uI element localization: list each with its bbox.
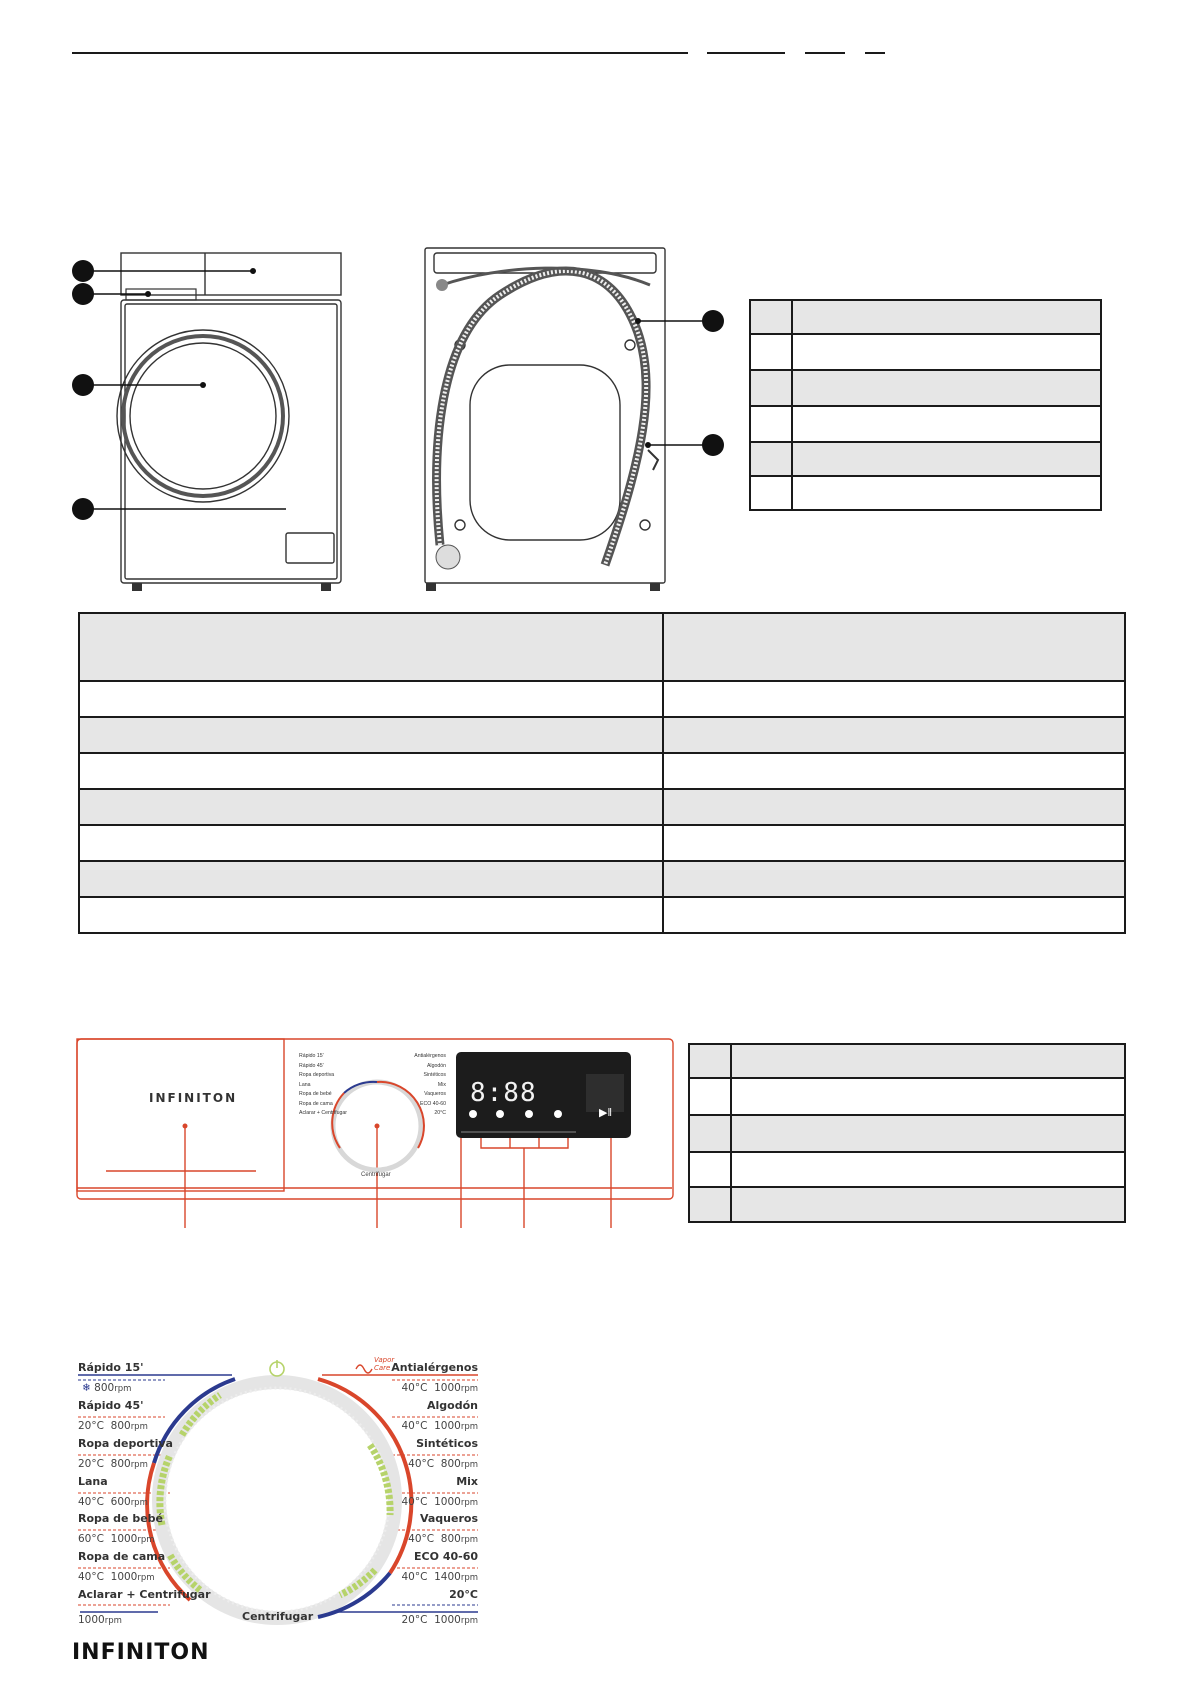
table-row [79, 825, 1125, 861]
dial-bottom-label: Centrifugar [242, 1610, 314, 1623]
program-spec-antialergenos: 40°C 1000rpm [401, 1382, 478, 1394]
program-label-20c: 20°C [449, 1588, 478, 1601]
program-spec-sinteticos: 40°C 800rpm [408, 1458, 478, 1470]
table-row [79, 753, 1125, 789]
program-spec-lana: 40°C 600rpm [78, 1496, 148, 1508]
header-rule-3 [805, 52, 845, 54]
table-row [689, 1187, 1125, 1222]
table-row [79, 613, 1125, 681]
play-pause-icon[interactable]: ▶‖ [599, 1107, 613, 1119]
program-spec-eco-40-60: 40°C 1400rpm [401, 1571, 478, 1583]
spec-table [78, 612, 1126, 934]
program-spec-ropa-deportiva: 20°C 800rpm [78, 1458, 148, 1470]
header-rule-2 [707, 52, 785, 54]
dial-label-small: Centrifugar [361, 1172, 391, 1178]
panel-brand-logo: INFINITON [149, 1091, 238, 1105]
parts-table [749, 299, 1102, 511]
table-row [750, 334, 1101, 370]
program-spec-20c: 20°C 1000rpm [401, 1614, 478, 1626]
program-label-eco-40-60: ECO 40-60 [414, 1550, 478, 1563]
program-label-ropa-deportiva: Ropa deportiva [78, 1437, 173, 1450]
table-row [79, 861, 1125, 897]
header-rule-main [72, 52, 688, 54]
table-row [750, 370, 1101, 406]
program-label-vaqueros: Vaqueros [419, 1512, 478, 1525]
program-label-ropa-cama: Ropa de cama [78, 1550, 166, 1563]
program-spec-rapido-45: 20°C 800rpm [78, 1420, 148, 1432]
table-row [79, 789, 1125, 825]
program-label-rapido-45: Rápido 45' [78, 1399, 144, 1412]
program-label-aclarar-centrifugar: Aclarar + Centrifugar [78, 1588, 211, 1601]
program-label-algodon: Algodón [427, 1399, 478, 1412]
program-spec-ropa-bebe: 60°C 1000rpm [78, 1533, 155, 1545]
table-row [689, 1078, 1125, 1115]
program-label-ropa-bebe: Ropa de bebé [78, 1512, 163, 1525]
program-label-sinteticos: Sintéticos [416, 1437, 478, 1450]
program-label-rapido-15: Rápido 15' [78, 1361, 144, 1374]
table-row [79, 897, 1125, 933]
vapor-care-label: Vapor Care [374, 1356, 395, 1372]
table-row [689, 1152, 1125, 1187]
panel-programs-left: Rápido 15' Rápido 45' Ropa deportiva Lana Ropa de bebé Ropa de cama Aclarar + Centrifugar [299, 1053, 348, 1116]
program-label-lana: Lana [78, 1475, 108, 1488]
controls-table [688, 1043, 1126, 1223]
washer-back-illustration [420, 245, 730, 595]
table-row [689, 1115, 1125, 1152]
program-label-mix: Mix [456, 1475, 478, 1488]
program-spec-algodon: 40°C 1000rpm [401, 1420, 478, 1432]
program-spec-aclarar-centrifugar: 1000rpm [78, 1614, 122, 1626]
program-label-antialergenos: Antialérgenos [391, 1361, 478, 1374]
control-panel [76, 1038, 676, 1208]
snowflake-icon: ❄ [82, 1382, 91, 1394]
program-spec-mix: 40°C 1000rpm [401, 1496, 478, 1508]
header-rule-4 [865, 52, 885, 54]
control-panel-outline [76, 1038, 676, 1238]
washer-front-illustration [68, 245, 368, 595]
table-row [750, 406, 1101, 442]
table-row [750, 300, 1101, 334]
program-spec-ropa-cama: 40°C 1000rpm [78, 1571, 155, 1583]
program-spec-rapido-15: ❄ 800rpm [82, 1382, 132, 1394]
table-row [79, 717, 1125, 753]
program-spec-vaqueros: 40°C 800rpm [408, 1533, 478, 1545]
table-row [750, 476, 1101, 510]
panel-programs-right: Antialérgenos Algodón Sintéticos Mix Vaqueros ECO 40-60 20°C [414, 1053, 446, 1116]
program-dial-detail [70, 1355, 490, 1630]
table-row [79, 681, 1125, 717]
table-row [689, 1044, 1125, 1078]
table-row [750, 442, 1101, 476]
footer-brand-logo: INFINITON [72, 1640, 210, 1665]
display-digits: 8:88 [470, 1078, 537, 1108]
